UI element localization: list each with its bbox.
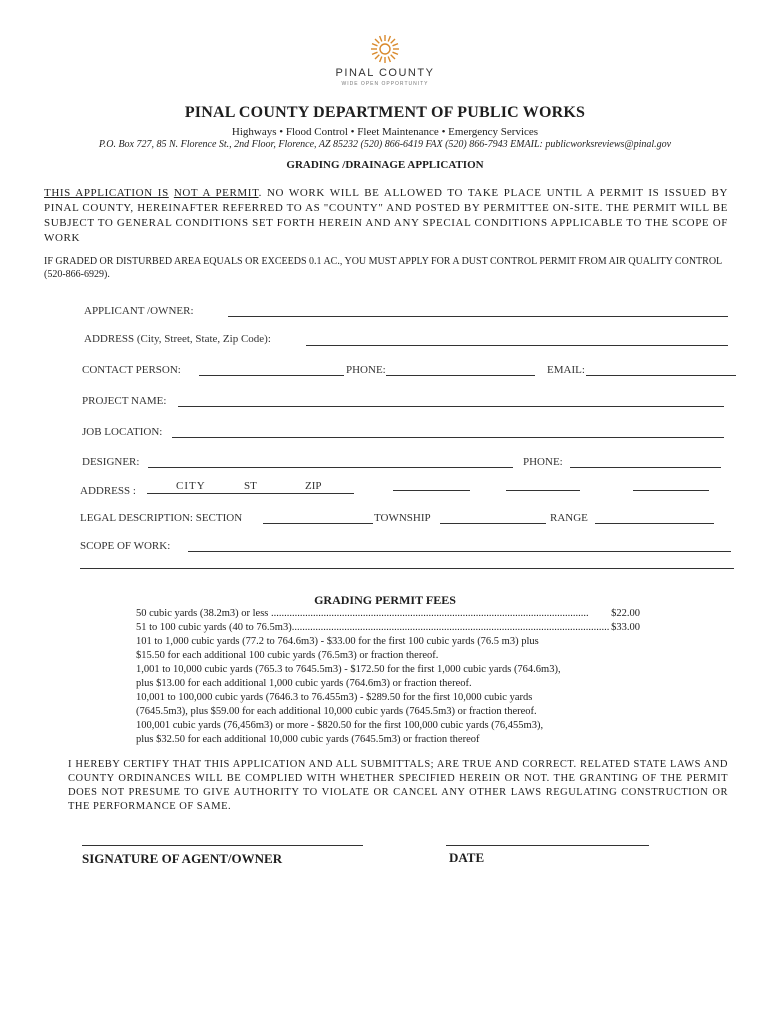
fees-title: GRADING PERMIT FEES	[314, 593, 456, 607]
designer-phone-field[interactable]	[570, 467, 721, 468]
certification-statement: I HEREBY CERTIFY THAT THIS APPLICATION AND ALL SUBMITTALS; ARE TRUE AND CORRECT. RELATED STATE LAWS AND COUNTY ORDINANCES WILL BE COMPLIED WITH WHETHER SPECIFIED HEREIN OR NOT. THE GRANTING OF THE PERMIT DOES NOT PRESUME TO GIVE AUTHORITY TO VIOLATE OR CANCEL ANY OTHER LAWS REGULATING CONSTRUCTION OR THE PERFORMANCE OF SAME.	[68, 759, 728, 812]
project-name-field[interactable]	[178, 406, 724, 407]
project-name-label: PROJECT NAME:	[82, 395, 167, 407]
applicant-owner-label: APPLICANT /OWNER:	[84, 305, 194, 317]
fee-line-3: 1,001 to 10,000 cubic yards (765.3 to 7645.5m3) - $172.50 for the first 1,000 cubic yards (764.6m3),	[136, 664, 561, 675]
contact-address-line: P.O. Box 727, 85 N. Florence St., 2nd Floor, Florence, AZ 85232 (520) 866-6419 FAX (520) 866-7943 EMAIL: publicworksreviews@pinal.gov	[98, 139, 672, 150]
designer-zip-field[interactable]	[633, 490, 709, 491]
designer-address-field[interactable]	[147, 493, 354, 494]
designer-state-field[interactable]	[506, 490, 580, 491]
notice-part-1: THIS APPLICATION IS	[44, 187, 169, 199]
township-field[interactable]	[440, 523, 546, 524]
notice-part-3: . NO WORK WILL BE ALLOWED TO TAKE PLACE UNTIL A PERMIT IS ISSUED BY PINAL COUNTY, HEREINAFTER REFERRED TO AS "COUNTY" AND POSTED BY PERMITTEE ON-SITE. THE PERMIT WILL BE SUBJECT TO GENERAL CONDITIONS SET FORTH HEREIN AND ANY SPECIAL CONDITIONS APPLICABLE TO THE SCOPE OF WORK	[44, 187, 728, 244]
applicant-address-label: ADDRESS (City, Street, State, Zip Code):	[84, 333, 271, 345]
date-field[interactable]	[446, 845, 649, 846]
state-label: ST	[244, 480, 257, 492]
date-label: DATE	[449, 850, 485, 865]
dust-control-notice: IF GRADED OR DISTURBED AREA EQUALS OR EXCEEDS 0.1 AC., YOU MUST APPLY FOR A DUST CONTROL PERMIT FROM AIR QUALITY CONTROL (520-866-6929).	[44, 256, 722, 280]
fee-row-1-label: 50 cubic yards (38.2m3) or less	[136, 608, 269, 619]
designer-field[interactable]	[148, 467, 513, 468]
designer-address-label: ADDRESS :	[80, 485, 136, 497]
legal-section-label: LEGAL DESCRIPTION: SECTION	[80, 512, 243, 524]
fee-schedule	[136, 607, 640, 747]
signature-label: SIGNATURE OF AGENT/OWNER	[82, 851, 283, 866]
designer-city-field[interactable]	[393, 490, 470, 491]
fee-line-8: plus $32.50 for each additional 10,000 cubic yards (7645.5m3) or fraction thereof	[136, 734, 480, 745]
scope-of-work-field-line-2[interactable]	[80, 568, 734, 569]
contact-person-label: CONTACT PERSON:	[82, 364, 181, 376]
scope-of-work-field[interactable]	[188, 551, 731, 552]
legal-section-field[interactable]	[263, 523, 373, 524]
applicant-address-field[interactable]	[306, 345, 728, 346]
fee-row-2-leader: .........................................................................................................................	[291, 622, 610, 633]
fee-line-7: 100,001 cubic yards (76,456m3) or more - $820.50 for the first 100,000 cubic yards (76,455m3),	[136, 720, 544, 731]
township-label: TOWNSHIP	[374, 512, 431, 524]
zip-label: ZIP	[305, 480, 322, 492]
fee-line-5: 10,001 to 100,000 cubic yards (7646.3 to 76.455m3) - $289.50 for the first 10,000 cubic yards	[136, 692, 533, 703]
fee-line-4: plus $13.00 for each additional 1,000 cubic yards (764.6m3) or fraction thereof.	[136, 678, 472, 689]
logo-title: PINAL COUNTY	[335, 67, 435, 79]
signature-field[interactable]	[82, 845, 363, 846]
scope-of-work-label: SCOPE OF WORK:	[80, 540, 171, 552]
fee-line-6: (7645.5m3), plus $59.00 for each additional 10,000 cubic yards (7645.5m3) or fraction thereof.	[136, 706, 537, 717]
applicant-owner-field[interactable]	[228, 316, 728, 317]
contact-phone-label: PHONE:	[346, 364, 386, 376]
contact-phone-field[interactable]	[386, 375, 535, 376]
fee-row-1-leader: .........................................................................................................................	[268, 608, 589, 619]
fee-line-2: $15.50 for each additional 100 cubic yards (76.5m3) or fraction thereof.	[136, 650, 439, 661]
fee-row-2	[136, 621, 640, 635]
department-title: PINAL COUNTY DEPARTMENT OF PUBLIC WORKS	[184, 104, 586, 121]
fee-row-2-label: 51 to 100 cubic yards (40 to 76.5m3)	[136, 622, 292, 633]
logo-subtitle: WIDE OPEN OPPORTUNITY	[341, 81, 429, 87]
designer-phone-label: PHONE:	[523, 456, 563, 468]
permit-notice	[44, 186, 728, 246]
contact-email-field[interactable]	[586, 375, 736, 376]
fee-row-2-amount: $33.00	[611, 622, 640, 633]
contact-person-field[interactable]	[199, 375, 344, 376]
fee-row-1-amount: $22.00	[611, 608, 640, 619]
city-label: CITY	[176, 480, 206, 492]
fee-line-1: 101 to 1,000 cubic yards (77.2 to 764.6m3) - $33.00 for the first 100 cubic yards (76.5 m3) plus	[136, 636, 539, 647]
range-field[interactable]	[595, 523, 714, 524]
job-location-field[interactable]	[172, 437, 724, 438]
notice-part-2: NOT A PERMIT	[173, 187, 259, 199]
range-label: RANGE	[550, 512, 588, 524]
pinal-county-sun-logo	[370, 34, 400, 66]
designer-label: DESIGNER:	[82, 456, 140, 468]
fee-row-1	[136, 607, 640, 621]
application-title: GRADING /DRAINAGE APPLICATION	[286, 159, 484, 171]
contact-email-label: EMAIL:	[547, 364, 585, 376]
services-line: Highways • Flood Control • Fleet Maintenance • Emergency Services	[231, 126, 539, 138]
job-location-label: JOB LOCATION:	[82, 426, 163, 438]
